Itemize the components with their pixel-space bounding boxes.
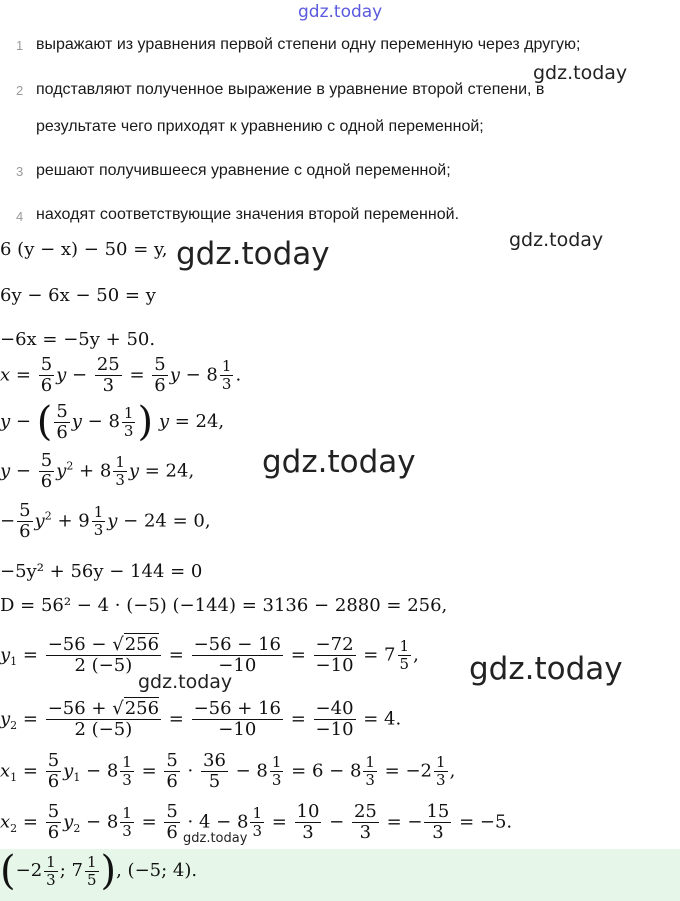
- watermark: gdz.today: [262, 444, 416, 480]
- step-text: находят соответствующие значения второй переменной.: [36, 206, 460, 223]
- math-line: $x_2$ = $\frac{5}{6}$ $y_2 - 8$ $\frac{1}{3}$ = $\frac{5}{6}$ · 4 − 8 $\frac{1}{3}$ = $\frac{10}{3}$ − $\frac{25}{3}$ = − $\frac{15}{3}$ = −5.: [0, 801, 513, 843]
- step-text: решают получившееся уравнение с одной переменной;: [36, 162, 451, 179]
- math-line: − $\frac{5}{6}$ $y^2 + 9$ $\frac{1}{3}$ y − 24 = 0,: [0, 500, 211, 542]
- math-line: −6x = −5y + 50.: [0, 329, 156, 350]
- watermark: gdz.today: [469, 651, 623, 687]
- watermark: gdz.today: [183, 831, 248, 846]
- math-line: D = 56² − 4 · (−5) (−144) = 3136 − 2880 = 256,: [0, 595, 448, 616]
- math-line: 6y − 6x − 50 = y: [0, 285, 156, 306]
- step-number: 4: [16, 209, 24, 224]
- watermark-top: gdz.today: [298, 2, 383, 22]
- step-text-continued: результате чего приходят к уравнению с одной переменной;: [36, 118, 484, 135]
- watermark: gdz.today: [138, 671, 233, 693]
- step-number: 1: [16, 38, 24, 53]
- step-number: 2: [16, 83, 24, 98]
- watermark: gdz.today: [533, 62, 628, 84]
- math-line: $x_1$ = $\frac{5}{6}$ $y_1 - 8$ $\frac{1}{3}$ = $\frac{5}{6}$ · $\frac{36}{5}$ − 8 $\frac{1}{3}$ = 6 − 8 $\frac{1}{3}$ = −2 $\frac{1}{3}$ ,: [0, 750, 456, 792]
- math-line: $y_2$ = $\frac{-56 + √256}{2 (-5)}$ = $\frac{-56 + 16}{-10}$ = $\frac{-40}{-10}$ = 4.: [0, 698, 402, 740]
- math-line: $y_1$ = $\frac{-56 - √256}{2 (-5)}$ = $\frac{-56 - 16}{-10}$ = $\frac{-72}{-10}$ = 7 $\frac{1}{5}$ ,: [0, 634, 419, 676]
- math-line: y − ( 5 6 y − 8 1 3 ) y = 24,: [0, 399, 225, 445]
- math-line: −5y² + 56y − 144 = 0: [0, 561, 203, 582]
- step-text: подставляют полученное выражение в уравнение второй степени, в: [36, 81, 545, 98]
- step-number: 3: [16, 164, 24, 179]
- step-text: выражают из уравнения первой степени одну переменную через другую;: [36, 36, 581, 53]
- math-line: y − $\frac{5}{6}$ $y^2 + 8$ $\frac{1}{3}$ y = 24,: [0, 450, 195, 492]
- watermark: gdz.today: [509, 229, 604, 251]
- math-line: 6 (y − x) − 50 = y,: [0, 239, 168, 260]
- math-line: x = $\frac{5}{6}$ y − $\frac{25}{3}$ = $\frac{5}{6}$ y − 8 $\frac{1}{3}$ .: [0, 354, 242, 396]
- answer-line: ( −2 1 3 ; 7 1 5 ) , (−5; 4).: [0, 848, 198, 894]
- watermark: gdz.today: [176, 236, 330, 272]
